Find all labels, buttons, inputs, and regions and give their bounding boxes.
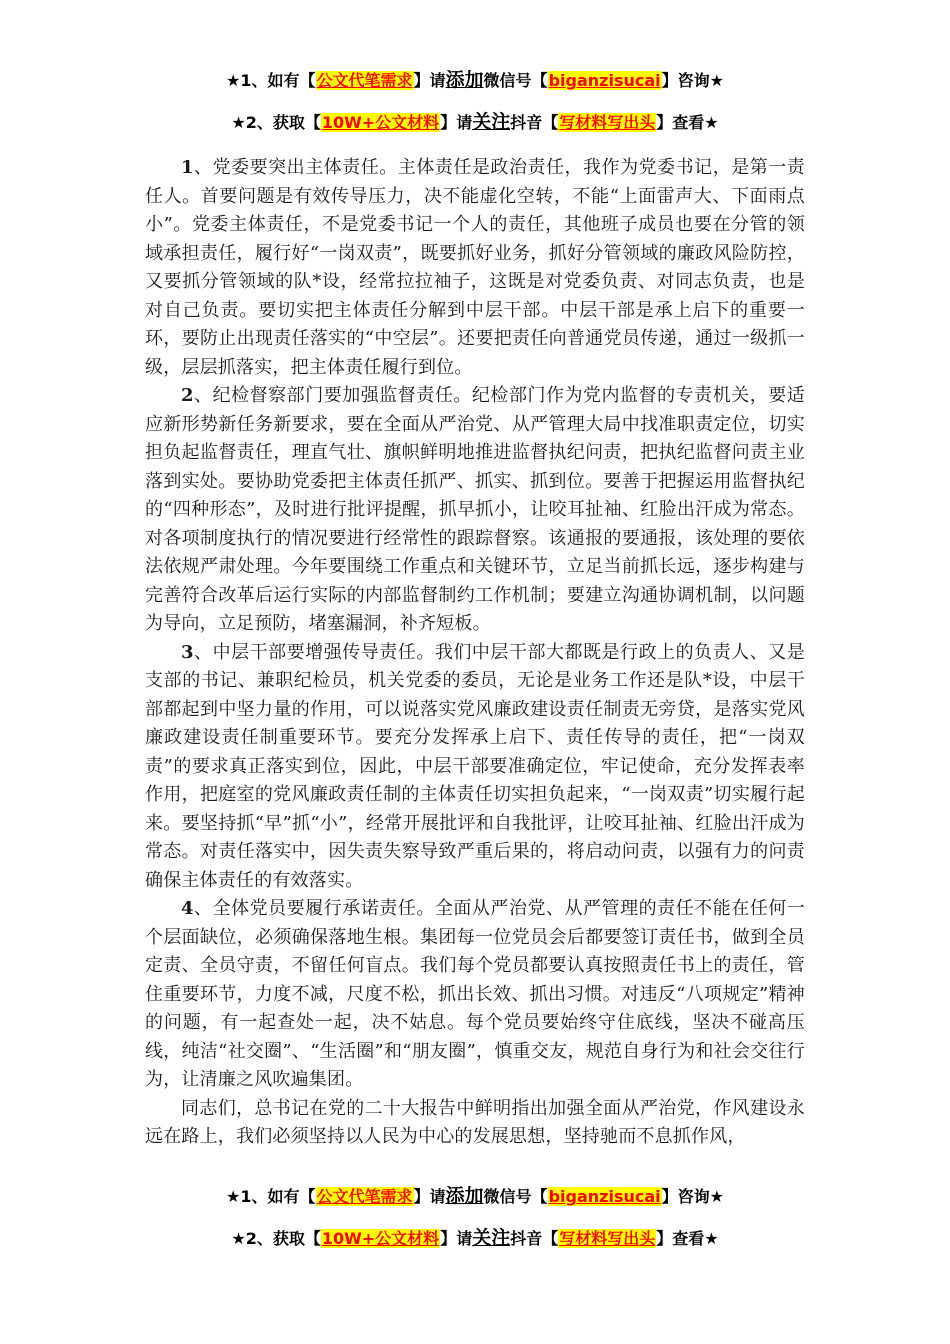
- header-banner-douyin: [0, 110, 950, 135]
- paragraph-number: 2: [181, 385, 194, 406]
- paragraph-2: [145, 382, 805, 639]
- banner-text: 微信号【: [483, 1187, 548, 1206]
- banner-emphasis: 关注: [472, 111, 511, 133]
- paragraph-number: 1: [181, 157, 194, 178]
- paragraph-text: 、纪检督察部门要加强监督责任。纪检部门作为党内监督的专责机关，要适应新形势新任务新要求，要在全面从严治党、从严管理大局中找准职责定位，切实担负起监督责任，理直气壮、旗帜鲜明地推进监督执纪问责，把执纪监督问责主业落到实处。要协助党委把主体责任抓严、抓实、抓到位。要善于把握运用监督执纪的“四种形态”，及时进行批评提醒，抓早抓小，让咬耳扯袖、红脸出汗成为常态。对各项制度执行的情况要进行经常性的跟踪督察。该通报的要通报，该处理的要依法依规严肃处理。今年要围绕工作重点和关键环节，立足当前抓长远，逐步构建与完善符合改革后运行实际的内部监督制约工作机制；要建立沟通协调机制，以问题为导向，立足预防，堵塞漏洞，补齐短板。: [145, 385, 805, 634]
- banner-text: 】请: [440, 1229, 473, 1248]
- header-banner-wechat: [0, 68, 950, 93]
- footer-banner-wechat: [0, 1184, 950, 1209]
- banner-text: ★2、获取【: [231, 1229, 321, 1248]
- document-body: [145, 154, 805, 1152]
- footer-banner-douyin: [0, 1226, 950, 1251]
- banner-wechat-id: biganzisucai: [548, 1187, 661, 1206]
- paragraph-text: 、党委要突出主体责任。主体责任是政治责任，我作为党委书记，是第一责任人。首要问题是有效传导压力，决不能虚化空转，不能“上面雷声大、下面雨点小”。党委主体责任，不是党委书记一个人的责任，其他班子成员也要在分管的领域承担责任，履行好“一岗双责”，既要抓好业务，抓好分管领域的廉政风险防控，又要抓分管领域的队*设，经常拉拉袖子，这既是对党委负责、对同志负责，也是对自己负责。要切实把主体责任分解到中层干部。中层干部是承上启下的重要一环，要防止出现责任落实的“中空层”。还要把责任向普通党员传递，通过一级抓一级，层层抓落实，把主体责任履行到位。: [145, 157, 805, 378]
- banner-text: 微信号【: [483, 71, 548, 90]
- banner-text: 】请: [413, 1187, 446, 1206]
- banner-text: 】查看★: [656, 113, 719, 132]
- paragraph-number: 4: [181, 898, 194, 919]
- banner-text: 抖音【: [510, 1229, 559, 1248]
- banner-text: ★1、如有【: [226, 1187, 316, 1206]
- banner-text: 】请: [440, 113, 473, 132]
- paragraph-5: [145, 1095, 805, 1152]
- banner-text: ★1、如有【: [226, 71, 316, 90]
- paragraph-3: [145, 639, 805, 896]
- banner-emphasis: 关注: [472, 1227, 511, 1249]
- paragraph-text: 、中层干部要增强传导责任。我们中层干部大都既是行政上的负责人、又是支部的书记、兼职纪检员，机关党委的委员，无论是业务工作还是队*设，中层干部都起到中坚力量的作用，可以说落实党风廉政建设责任制责无旁贷，是落实党风廉政建设责任制重要环节。要充分发挥承上启下、责任传导的责任，把“一岗双责”的要求真正落实到位，因此，中层干部要准确定位，牢记使命，充分发挥表率作用，把庭室的党风廉政责任制的主体责任切实担负起来，“一岗双责”切实履行起来。要坚持抓“早”抓“小”，经常开展批评和自我批评，让咬耳扯袖、红脸出汗成为常态。对责任落实中，因失责失察导致严重后果的，将启动问责，以强有力的问责确保主体责任的有效落实。: [145, 641, 805, 891]
- banner-douyin-id: 写材料写出头: [559, 1229, 656, 1248]
- paragraph-4: [145, 895, 805, 1095]
- banner-text: 抖音【: [510, 113, 559, 132]
- banner-text: 】咨询★: [661, 71, 724, 90]
- banner-highlight: 10W+公文材料: [321, 1229, 440, 1248]
- banner-text: 】请: [413, 71, 446, 90]
- paragraph-number: 3: [181, 641, 194, 663]
- banner-douyin-id: 写材料写出头: [559, 113, 656, 132]
- banner-highlight: 公文代笔需求: [316, 71, 413, 90]
- paragraph-1: [145, 154, 805, 382]
- banner-emphasis: 添加: [445, 69, 484, 91]
- banner-text: 】查看★: [656, 1229, 719, 1248]
- banner-text: 】咨询★: [661, 1187, 724, 1206]
- banner-emphasis: 添加: [445, 1185, 484, 1207]
- banner-text: ★2、获取【: [231, 113, 321, 132]
- paragraph-text: 同志们，总书记在党的二十大报告中鲜明指出加强全面从严治党，作风建设永远在路上，我们必须坚持以人民为中心的发展思想，坚持驰而不息抓作风，: [145, 1097, 805, 1147]
- banner-highlight: 10W+公文材料: [321, 113, 440, 132]
- banner-highlight: 公文代笔需求: [316, 1187, 413, 1206]
- paragraph-text: 、全体党员要履行承诺责任。全面从严治党、从严管理的责任不能在任何一个层面缺位，必须确保落地生根。集团每一位党员会后都要签订责任书，做到全员定责、全员守责，不留任何盲点。我们每个党员都要认真按照责任书上的责任，管住重要环节，力度不减，尺度不松，抓出长效、抓出习惯。对违反“八项规定”精神的问题，有一起查处一起，决不姑息。每个党员要始终守住底线，坚决不碰高压线，纯洁“社交圈”、“生活圈”和“朋友圈”，慎重交友，规范自身行为和社会交往行为，让清廉之风吹遍集团。: [145, 898, 805, 1090]
- banner-wechat-id: biganzisucai: [548, 71, 661, 90]
